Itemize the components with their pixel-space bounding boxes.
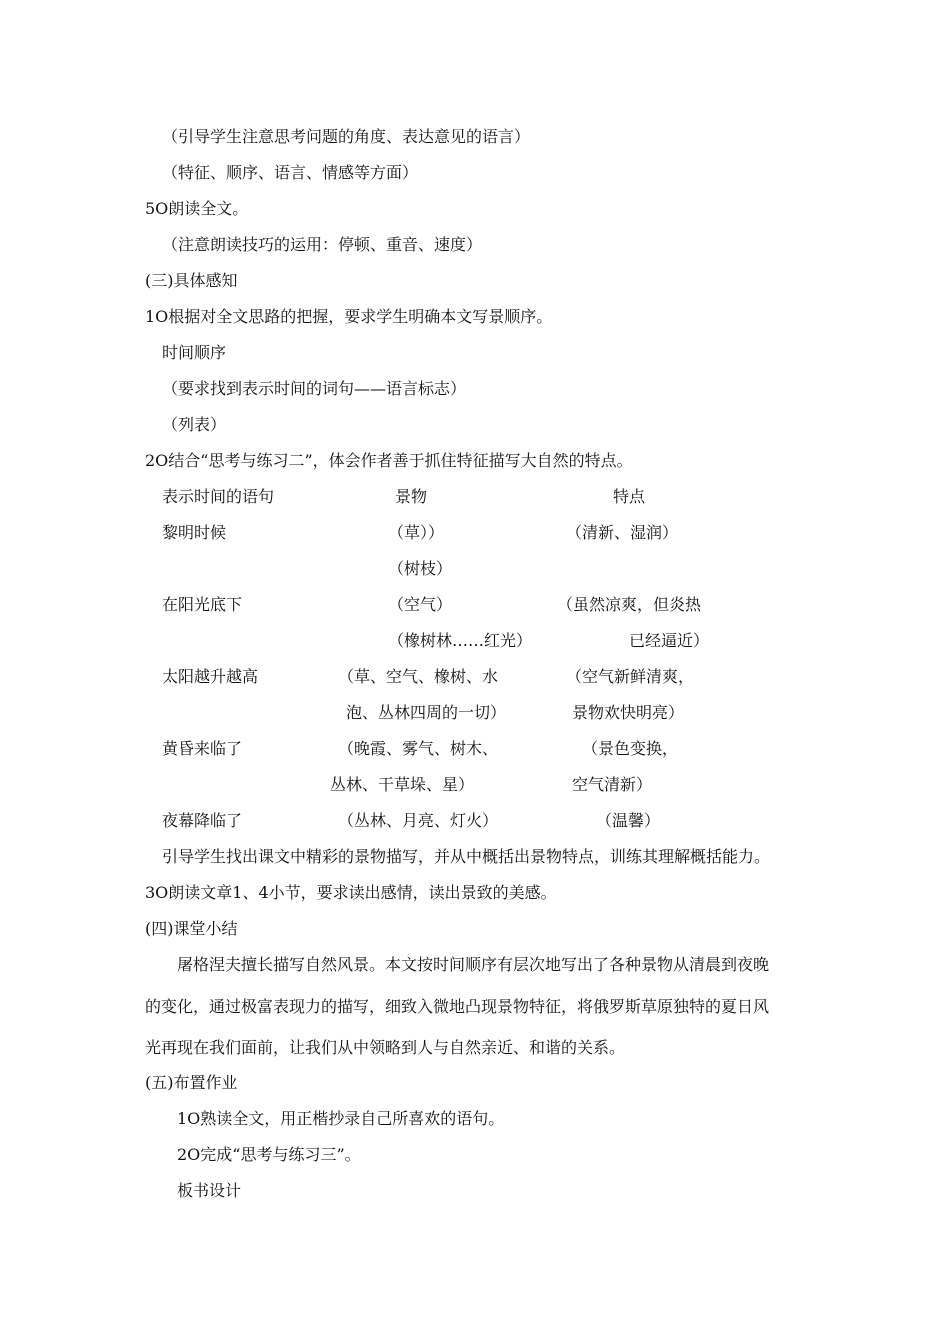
text-line: 引导学生找出课文中精彩的景物描写，并从中概括出景物特点，训练其理解概括能力。 xyxy=(162,847,771,866)
paragraph-line: 光再现在我们面前，让我们从中领略到人与自然亲近、和谐的关系。 xyxy=(145,1038,626,1057)
section-heading: (五)布置作业 xyxy=(145,1073,238,1092)
table-cell-feature: 空气清新） xyxy=(572,775,653,794)
section-heading: (四)课堂小结 xyxy=(145,919,238,938)
table-cell-scene: （丛林、月亮、灯火） xyxy=(338,811,499,830)
table-cell-scene: 丛林、干草垛、星） xyxy=(330,775,475,794)
table-cell-time: 在阳光底下 xyxy=(162,595,243,614)
text-line: 1O熟读全文，用正楷抄录自己所喜欢的语句。 xyxy=(177,1109,505,1128)
text-line: （引导学生注意思考问题的角度、表达意见的语言） xyxy=(162,127,531,146)
table-cell-scene: （晚霞、雾气、树木、 xyxy=(338,739,499,758)
table-cell-scene: （橡树林……红光） xyxy=(388,631,533,650)
text-line: 1O根据对全文思路的把握，要求学生明确本文写景顺序。 xyxy=(145,307,553,326)
paragraph-line: 屠格涅夫擅长描写自然风景。本文按时间顺序有层次地写出了各种景物从清晨到夜晚 xyxy=(177,955,770,974)
table-cell-feature: 已经逼近） xyxy=(629,631,710,650)
table-header-feature: 特点 xyxy=(613,487,646,506)
paragraph-line: 的变化，通过极富表现力的描写，细致入微地凸现景物特征，将俄罗斯草原独特的夏日风 xyxy=(145,997,770,1016)
text-line: （列表） xyxy=(162,415,227,434)
table-cell-scene: （草）） xyxy=(388,523,445,542)
text-line: 时间顺序 xyxy=(162,343,227,362)
table-cell-scene: 泡、丛林四周的一切） xyxy=(346,703,507,722)
text-line: （要求找到表示时间的词句——语言标志） xyxy=(162,379,467,398)
text-line: 2O完成“思考与练习三”。 xyxy=(177,1145,361,1164)
table-cell-time: 黄昏来临了 xyxy=(162,739,243,758)
table-cell-feature: 景物欢快明亮） xyxy=(572,703,685,722)
table-cell-scene: （草、空气、橡树、水 xyxy=(338,667,499,686)
table-cell-scene: （树枝） xyxy=(388,559,453,578)
table-cell-time: 太阳越升越高 xyxy=(162,667,259,686)
table-cell-scene: （空气） xyxy=(388,595,453,614)
text-line: 2O结合“思考与练习二”，体会作者善于抓住特征描写大自然的特点。 xyxy=(145,451,633,470)
table-cell-feature: （空气新鲜清爽， xyxy=(566,667,695,686)
text-line: 5O朗读全文。 xyxy=(145,199,249,218)
text-line: （特征、顺序、语言、情感等方面） xyxy=(162,163,419,182)
section-heading: (三)具体感知 xyxy=(145,271,238,290)
table-cell-feature: （清新、湿润） xyxy=(566,523,679,542)
table-cell-feature: （温馨） xyxy=(596,811,661,830)
table-header-time: 表示时间的语句 xyxy=(162,487,275,506)
text-line: 3O朗读文章1、4小节，要求读出感情，读出景致的美感。 xyxy=(145,883,557,902)
table-cell-feature: （虽然凉爽，但炎热 xyxy=(557,595,702,614)
text-line: 板书设计 xyxy=(177,1181,242,1200)
table-cell-feature: （景色变换， xyxy=(582,739,679,758)
table-cell-time: 黎明时候 xyxy=(162,523,227,542)
table-cell-time: 夜幕降临了 xyxy=(162,811,243,830)
table-header-scene: 景物 xyxy=(395,487,428,506)
text-line: （注意朗读技巧的运用：停顿、重音、速度） xyxy=(162,235,483,254)
